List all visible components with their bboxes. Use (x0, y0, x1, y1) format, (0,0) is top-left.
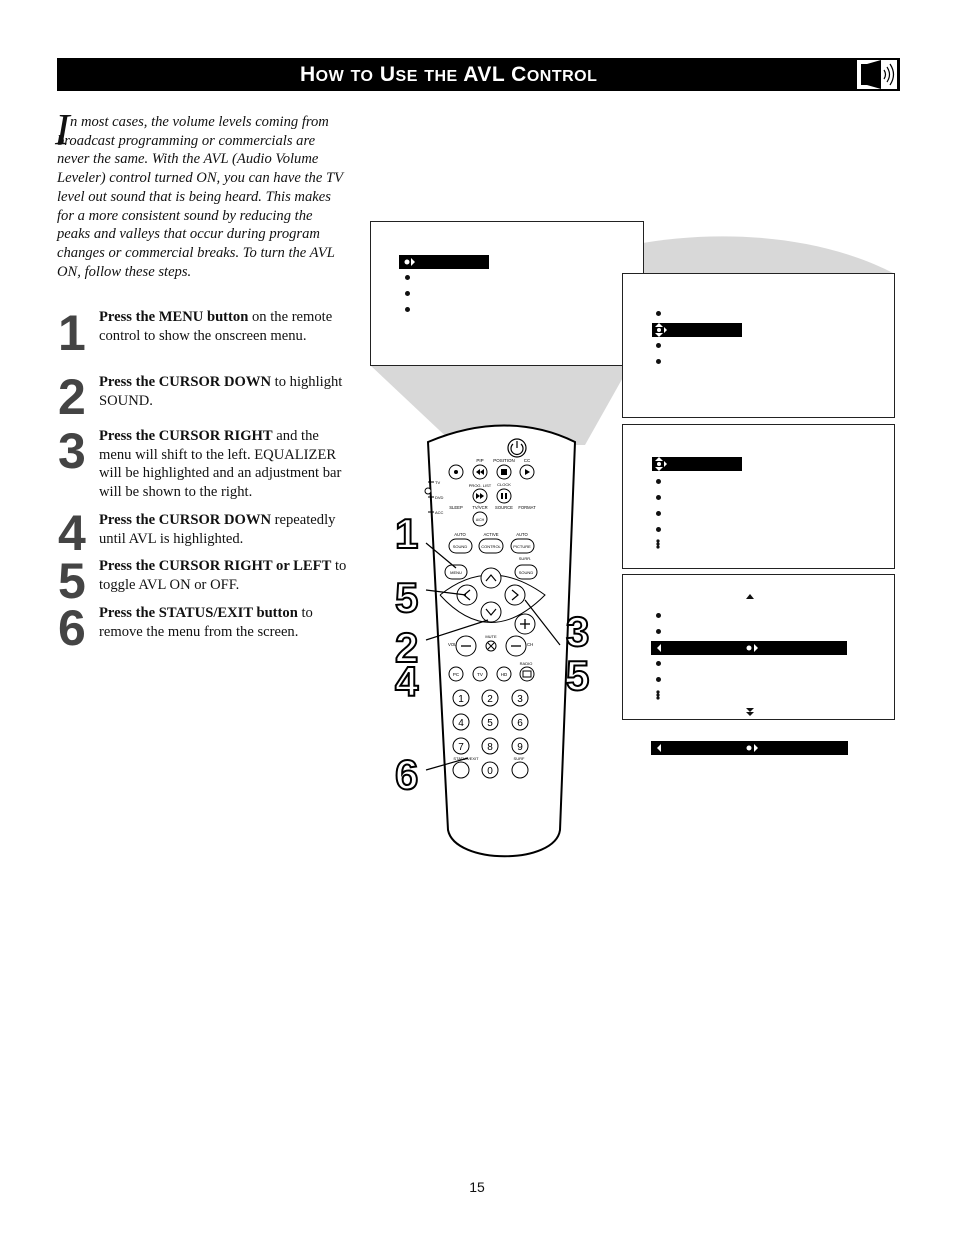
callout-6: 6 (395, 751, 419, 798)
menu-screen-sound-submenu (622, 424, 895, 569)
acc-label: ACC (435, 510, 444, 515)
cursor-arrows-icon (745, 742, 761, 754)
menu-bullet (405, 275, 410, 280)
avcr-label: A/CH (475, 518, 485, 522)
step-number-5: 5 (58, 553, 86, 609)
step-text-5: Press the CURSOR RIGHT or LEFT to toggle AVL ON or OFF. (99, 558, 347, 593)
sound-label: SOUND (452, 544, 468, 549)
step-number-2: 2 (58, 369, 86, 425)
control-label: CONTROL (481, 544, 501, 549)
speaker-icon (856, 59, 898, 90)
menu-bullet (405, 307, 410, 312)
source-label: SOURCE (495, 505, 513, 510)
page-number: 15 (469, 1179, 485, 1195)
sleep-label: SLEEP (449, 505, 463, 510)
menu-bullet (656, 527, 661, 532)
picture-label: PICTURE (513, 544, 531, 549)
menu-bullet (656, 677, 661, 682)
tv2-label: TV (477, 672, 483, 677)
cursor-updown-icon (654, 322, 668, 338)
tvvcr-label: TV/VCR (472, 505, 488, 510)
surf-label: SURF (513, 756, 525, 761)
ch-label: CH (527, 642, 534, 647)
more-items-icon (655, 690, 663, 700)
menu-bullet (656, 343, 661, 348)
arrow-left-icon (655, 742, 663, 754)
menu-bullet (656, 495, 661, 500)
intro-paragraph: n most cases, the volume levels coming from broadcast programming or commercials are never the same. With the AVL (Audio Volume Leveler) control turned ON, you can have the TV level out sound that is being heard. This makes for a more consistent sound by reducing the peaks and valleys that occur during program changes or commercial breaks. To turn the AVL ON, follow these steps. (57, 114, 343, 280)
auto-label-2: AUTO (516, 532, 528, 537)
step-number-6: 6 (58, 600, 86, 656)
menu-bullet (656, 479, 661, 484)
format-label: FORMAT (518, 505, 536, 510)
cc-label: CC (523, 458, 531, 463)
cursor-updown-icon (654, 456, 668, 472)
mute-label: MUTE (485, 634, 497, 639)
cursor-arrows-icon (745, 642, 761, 654)
surr-label: SURR. (518, 556, 532, 561)
callout-1: 1 (395, 510, 419, 557)
position-label: POSITION (493, 458, 515, 463)
menu-bullet (656, 629, 661, 634)
menu-screen-avl (622, 574, 895, 720)
active-label: ACTIVE (483, 532, 499, 537)
menu-screen-main (370, 221, 644, 366)
menu-bullet (405, 291, 410, 296)
radio-label: RADIO (519, 661, 533, 666)
callout-2: 2 (395, 624, 419, 671)
auto-label-1: AUTO (454, 532, 466, 537)
clock-label: CLOCK (497, 482, 511, 487)
vol-label: VOL (448, 642, 457, 647)
digit-7: 7 (458, 742, 464, 753)
digit-9: 9 (517, 742, 523, 753)
menu-bullet (656, 311, 661, 316)
menu-bullet (656, 613, 661, 618)
sound2-label: SOUND (518, 570, 534, 575)
scroll-down-icon (746, 708, 754, 718)
status-exit-label: STATUS/EXIT (453, 756, 479, 761)
callout-4: 4 (395, 658, 419, 705)
step-text-6: Press the STATUS/EXIT button to remove the menu from the screen. (99, 605, 313, 640)
step-text-4: Press the CURSOR DOWN repeatedly until AVL is highlighted. (99, 512, 336, 547)
digit-3: 3 (517, 694, 523, 705)
digit-6: 6 (517, 718, 523, 729)
page-title: HOW TO USE THE AVL CONTROL (300, 63, 598, 86)
tv-label: TV (435, 480, 441, 485)
dvd-label: DVD (435, 495, 444, 500)
step-number-4: 4 (58, 505, 86, 561)
menu-bullet (656, 511, 661, 516)
arrow-left-icon (655, 642, 663, 654)
callout-5-right: 5 (566, 652, 590, 699)
digit-2: 2 (487, 694, 493, 705)
digit-5: 5 (487, 718, 493, 729)
cursor-arrows-icon (403, 256, 417, 268)
step-text-1: Press the MENU button on the remote control to show the onscreen menu. (99, 309, 333, 344)
callouts (390, 505, 610, 805)
drop-cap: I (55, 105, 70, 154)
callout-3: 3 (566, 608, 590, 655)
pc-label: PC (452, 672, 460, 677)
step-text-2: Press the CURSOR DOWN to highlight SOUND. (99, 374, 343, 409)
digit-8: 8 (487, 742, 493, 753)
digit-0: 0 (487, 766, 493, 777)
more-items-icon (655, 539, 663, 549)
hd-label: HD (500, 672, 508, 677)
prog-list-label: PROG. LIST (468, 483, 492, 488)
digit-1: 1 (458, 694, 464, 705)
digit-4: 4 (458, 718, 464, 729)
callout-5-left: 5 (395, 574, 419, 621)
scroll-up-icon (746, 594, 754, 600)
menu-screen-sound-select (622, 273, 895, 418)
step-number-1: 1 (58, 305, 86, 361)
menu-bullet (656, 359, 661, 364)
menu-label: MENU (450, 570, 462, 575)
menu-bullet (656, 661, 661, 666)
pip-label: PIP (476, 458, 484, 463)
step-text-3: Press the CURSOR RIGHT and the menu will shift to the left. EQUALIZER will be highlighted and an adjustment bar will be shown to the right. (99, 428, 342, 500)
step-number-3: 3 (58, 423, 86, 479)
